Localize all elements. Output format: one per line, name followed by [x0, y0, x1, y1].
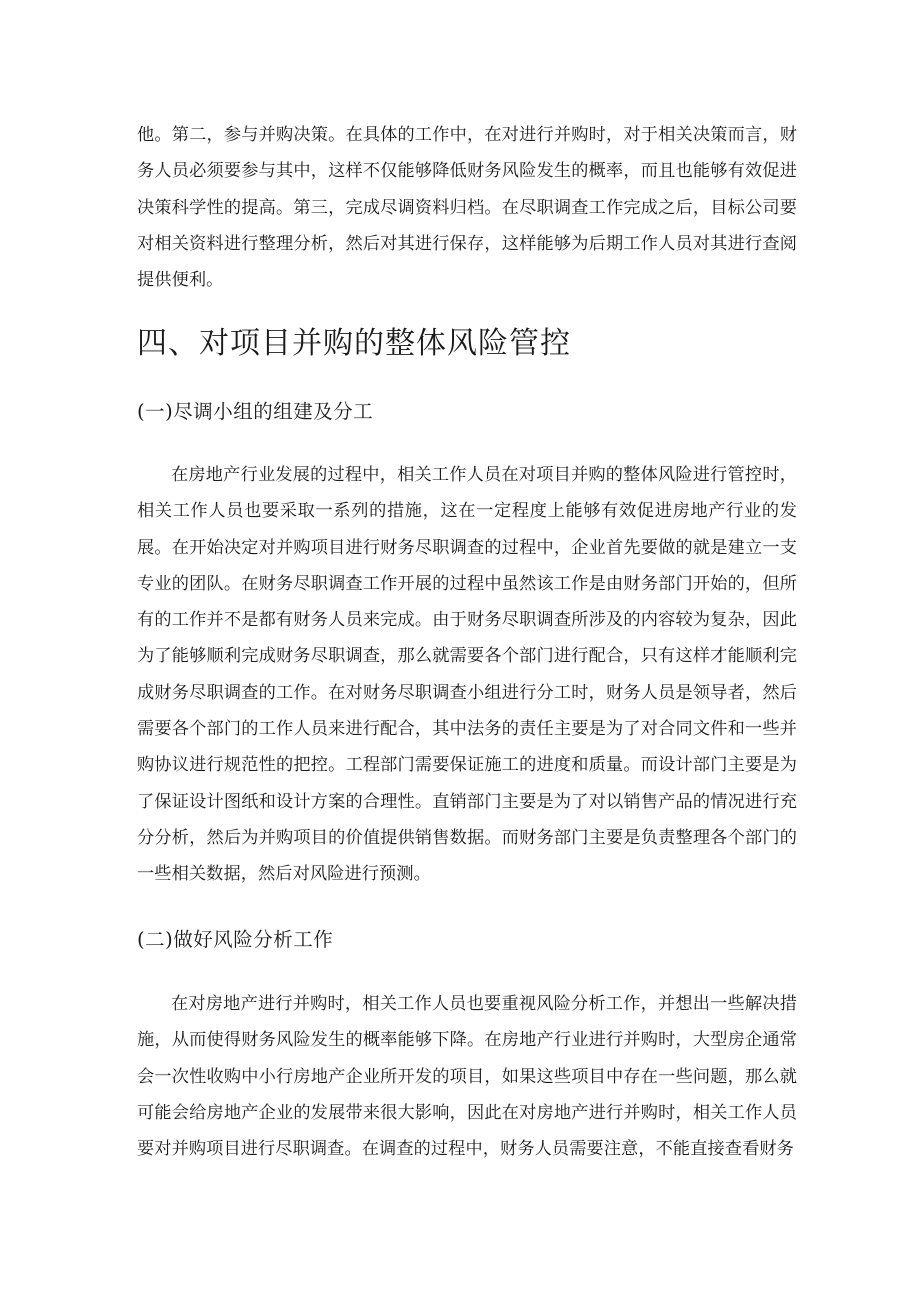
subsection-1-body: 在房地产行业发展的过程中，相关工作人员在对项目并购的整体风险进行管控时，相关工作人员也要采取一系列的措施，这在一定程度上能够有效促进房地产行业的发展。在开始决定对并购项目进行财务尽职调查的过程中，企业首先要做的就是建立一支专业的团队。在财务尽职调查工作开展的过程中虽然该工作是由财务部门开始的，但所有的工作并不是都有财务人员来完成。由于财务尽职调查所涉及的内容较为复杂，因此为了能够顺利完成财务尽职调查，那么就需要各个部门进行配合，只有这样才能顺利完成财务尽职调查的工作。在对财务尽职调查小组进行分工时，财务人员是领导者，然后需要各个部门的工作人员来进行配合，其中法务的责任主要是为了对合同文件和一些并购协议进行规范性的把控。工程部门需要保证施工的进度和质量。而设计部门主要是为了保证设计图纸和设计方案的合理性。直销部门主要是为了对以销售产品的情况进行充分分析，然后为并购项目的价值提供销售数据。而财务部门主要是负责整理各个部门的一些相关数据，然后对风险进行预测。: [137, 465, 797, 885]
continued-paragraph: 他。第二，参与并购决策。在具体的工作中，在对进行并购时，对于相关决策而言，财务人员必须要参与其中，这样不仅能够降低财务风险发生的概率，而且也能够有效促进决策科学性的提高。第三，完成尽调资料归档。在尽职调查工作完成之后，目标公司要对相关资料进行整理分析，然后对其进行保存，这样能够为后期工作人员对其进行查阅提供便利。: [137, 125, 797, 291]
subsection-heading-1: (一)尽调小组的组建及分工: [137, 400, 374, 423]
subsection-2-body: 在对房地产进行并购时，相关工作人员也要重视风险分析工作，并想出一些解决措施，从而使得财务风险发生的概率能够下降。在房地产行业进行并购时，大型房企通常会一次性收购中小行房地产企业所开发的项目，如果这些项目中存在一些问题，那么就可能会给房地产企业的发展带来很大影响，因此在对房地产进行并购时，相关工作人员要对并购项目进行尽职调查。在调查的过程中，财务人员需要注意，不能直接查看财务: [137, 994, 797, 1160]
subsection-heading-2: (二)做好风险分析工作: [137, 928, 334, 951]
section-heading: 四、对项目并购的整体风险管控: [137, 326, 571, 361]
